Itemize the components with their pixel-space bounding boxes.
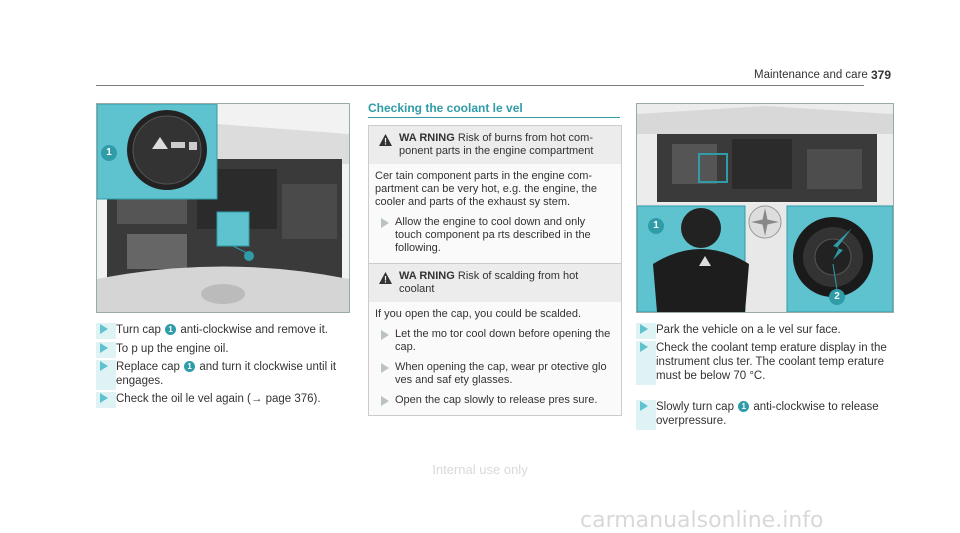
step-text: Park the vehicle on a le vel sur face.	[656, 324, 841, 336]
warning-item	[375, 216, 615, 255]
header-title: Maintenance and care	[754, 69, 868, 81]
callout-2-badge	[829, 289, 845, 305]
step-text: Check the oil le vel again (→ page 376).	[116, 393, 321, 405]
callout-1-icon: 1	[165, 324, 176, 335]
coolant-photo	[636, 103, 894, 313]
warning-box-burns	[368, 125, 622, 264]
warning-item-text: Let the mo tor cool down before opening the cap.	[395, 328, 611, 353]
step-text: anti-clockwise and remove it.	[177, 324, 328, 336]
warning-label: WA RNING	[399, 132, 455, 144]
section-title: Checking the coolant le vel	[368, 101, 523, 115]
step-arrow-icon	[381, 218, 389, 228]
left-step-4	[96, 392, 348, 408]
warning-label: WA RNING	[399, 270, 455, 282]
callout-1-label: 1	[653, 220, 659, 231]
callout-1-label: 1	[106, 147, 112, 158]
warning-item-text: When opening the cap, wear pr otective glo ves and saf ety glasses.	[395, 361, 607, 386]
callout-1-badge	[101, 145, 117, 161]
step-text: and turn it clockwise until it engages.	[116, 361, 337, 387]
warning-box-scalding	[368, 263, 622, 416]
right-step-2	[636, 341, 892, 385]
watermark: Internal use only	[432, 462, 528, 477]
step-arrow-icon	[640, 324, 648, 334]
engine-oil-photo	[96, 103, 350, 313]
warning-item	[375, 361, 615, 387]
right-step-3	[636, 400, 892, 430]
left-step-1	[96, 323, 348, 339]
step-text: Check the coolant temp erature display in the instrument clus ter. The coolant temp erature must be below 70 °C.	[656, 342, 887, 382]
section-rule	[368, 117, 620, 118]
warning-headline: Risk of scalding from hot coolant	[399, 270, 579, 295]
step-arrow-icon	[381, 330, 389, 340]
step-arrow-icon	[100, 393, 108, 403]
warning-item-text: Open the cap slowly to release pres sure.	[395, 394, 598, 406]
step-text: Replace cap	[116, 361, 184, 373]
callout-1-icon: 1	[184, 361, 195, 372]
step-arrow-icon	[381, 363, 389, 373]
step-arrow-icon	[640, 401, 648, 411]
page-number: 379	[871, 68, 892, 82]
warning-item	[375, 328, 615, 354]
callout-1-icon: 1	[738, 401, 749, 412]
callout-1-badge	[648, 218, 664, 234]
warning-triangle-icon	[379, 134, 392, 146]
callout-2-label: 2	[834, 291, 840, 302]
step-arrow-icon	[100, 343, 108, 353]
step-arrow-icon	[100, 361, 108, 371]
step-arrow-icon	[381, 396, 389, 406]
left-step-2	[96, 342, 348, 358]
warning-body: If you open the cap, you could be scalded.	[375, 308, 582, 320]
step-arrow-icon	[640, 342, 648, 352]
warning-body: Cer tain component parts in the engine com partment can be very hot, e.g. the engine, the cooler and parts of the exhaust sy stem.	[375, 170, 597, 208]
step-text: Slowly turn cap	[656, 401, 738, 413]
warning-item-text: Allow the engine to cool down and only touch component pa rts described in the following.	[395, 216, 591, 254]
step-arrow-icon	[100, 324, 108, 334]
warning-triangle-icon	[379, 272, 392, 284]
step-text: Turn cap	[116, 324, 165, 336]
right-step-1	[636, 323, 892, 339]
header-rule	[96, 85, 864, 86]
warning-headline: Risk of burns from hot com ponent parts in the engine compartment	[399, 132, 594, 157]
step-text: To p up the engine oil.	[116, 343, 229, 355]
warning-item	[375, 394, 615, 407]
left-step-3	[96, 360, 348, 390]
step-text: anti-clockwise to release overpressure.	[656, 401, 879, 427]
site-watermark: carmanualsonline.info	[580, 508, 824, 533]
